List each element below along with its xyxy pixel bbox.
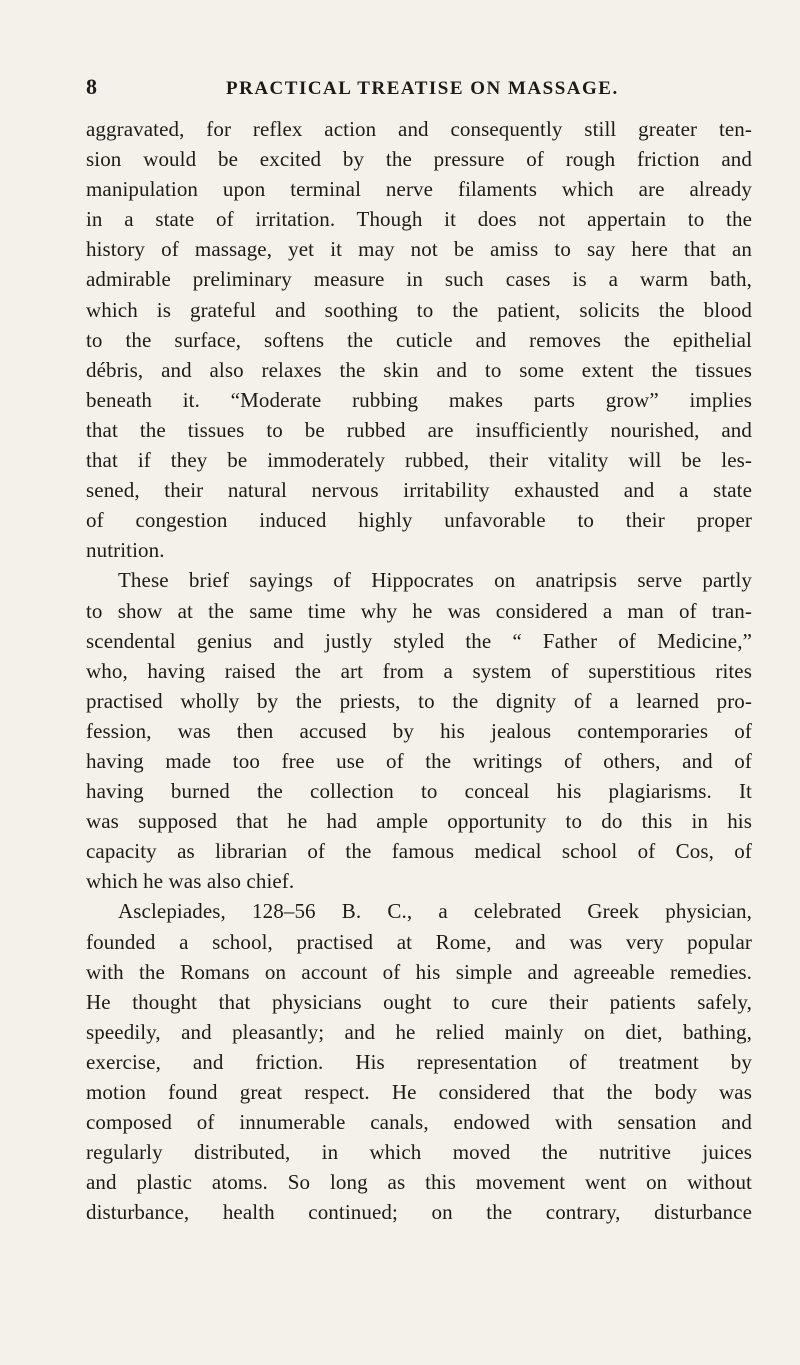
text-line: that if they be immoderately rubbed, their vitality will be les- xyxy=(86,448,752,473)
text-line: He thought that physicians ought to cure their patients safely, xyxy=(86,989,752,1014)
text-line: which he was also chief. xyxy=(86,869,295,894)
text-line: débris, and also relaxes the skin and to some extent the tissues xyxy=(86,357,752,382)
text-line: which is grateful and soothing to the patient, solicits the blood xyxy=(86,297,752,322)
text-line: regularly distributed, in which moved the nutritive juices xyxy=(86,1140,752,1165)
text-line: founded a school, practised at Rome, and was very popular xyxy=(86,929,752,954)
text-line: history of massage, yet it may not be amiss to say here that an xyxy=(86,237,752,262)
text-line: to show at the same time why he was considered a man of tran- xyxy=(86,598,752,623)
text-line: disturbance, health continued; on the contrary, disturbance xyxy=(86,1200,752,1225)
text-line: sened, their natural nervous irritability exhausted and a state xyxy=(86,478,752,503)
text-line: aggravated, for reflex action and consequently still greater ten- xyxy=(86,117,752,141)
text-line: beneath it. “Moderate rubbing makes parts grow” implies xyxy=(86,387,752,412)
text-line: motion found great respect. He considered that the body was xyxy=(86,1080,752,1104)
text-line: of congestion induced highly unfavorable to their proper xyxy=(86,508,752,533)
text-line: Asclepiades, 128–56 B. C., a celebrated Greek physician, xyxy=(118,899,752,924)
text-line: These brief sayings of Hippocrates on anatripsis serve partly xyxy=(118,568,752,593)
text-line: to the surface, softens the cuticle and removes the epithelial xyxy=(86,327,752,352)
text-line: capacity as librarian of the famous medical school of Cos, of xyxy=(86,839,752,864)
text-line: that the tissues to be rubbed are insufficiently nourished, and xyxy=(86,417,752,442)
running-head xyxy=(86,74,746,104)
text-line: having made too free use of the writings of others, and of xyxy=(86,748,752,773)
text-line: having burned the collection to conceal his plagiarisms. It xyxy=(86,779,752,804)
text-line: sion would be excited by the pressure of rough friction and xyxy=(86,147,752,172)
text-line: and plastic atoms. So long as this movement went on without xyxy=(86,1170,752,1195)
text-line: who, having raised the art from a system of superstitious rites xyxy=(86,658,752,683)
text-line: speedily, and pleasantly; and he relied mainly on diet, bathing, xyxy=(86,1019,752,1044)
text-line: was supposed that he had ample opportunity to do this in his xyxy=(86,809,752,834)
running-title: PRACTICAL TREATISE ON MASSAGE. xyxy=(226,78,619,99)
text-line: admirable preliminary measure in such cases is a warm bath, xyxy=(86,267,752,292)
body-text xyxy=(86,114,752,1227)
page-number: 8 xyxy=(86,74,97,99)
text-line: manipulation upon terminal nerve filaments which are already xyxy=(86,177,752,202)
text-line: scendental genius and justly styled the “ Father of Medicine,” xyxy=(86,628,752,653)
text-line: practised wholly by the priests, to the dignity of a learned pro- xyxy=(86,688,752,713)
text-line: exercise, and friction. His representation of treatment by xyxy=(86,1049,752,1074)
text-line: composed of innumerable canals, endowed with sensation and xyxy=(86,1110,752,1135)
text-line: with the Romans on account of his simple and agreeable remedies. xyxy=(86,959,752,984)
text-line: in a state of irritation. Though it does not appertain to the xyxy=(86,207,752,232)
text-line: nutrition. xyxy=(86,538,165,563)
text-line: fession, was then accused by his jealous contemporaries of xyxy=(86,718,752,743)
